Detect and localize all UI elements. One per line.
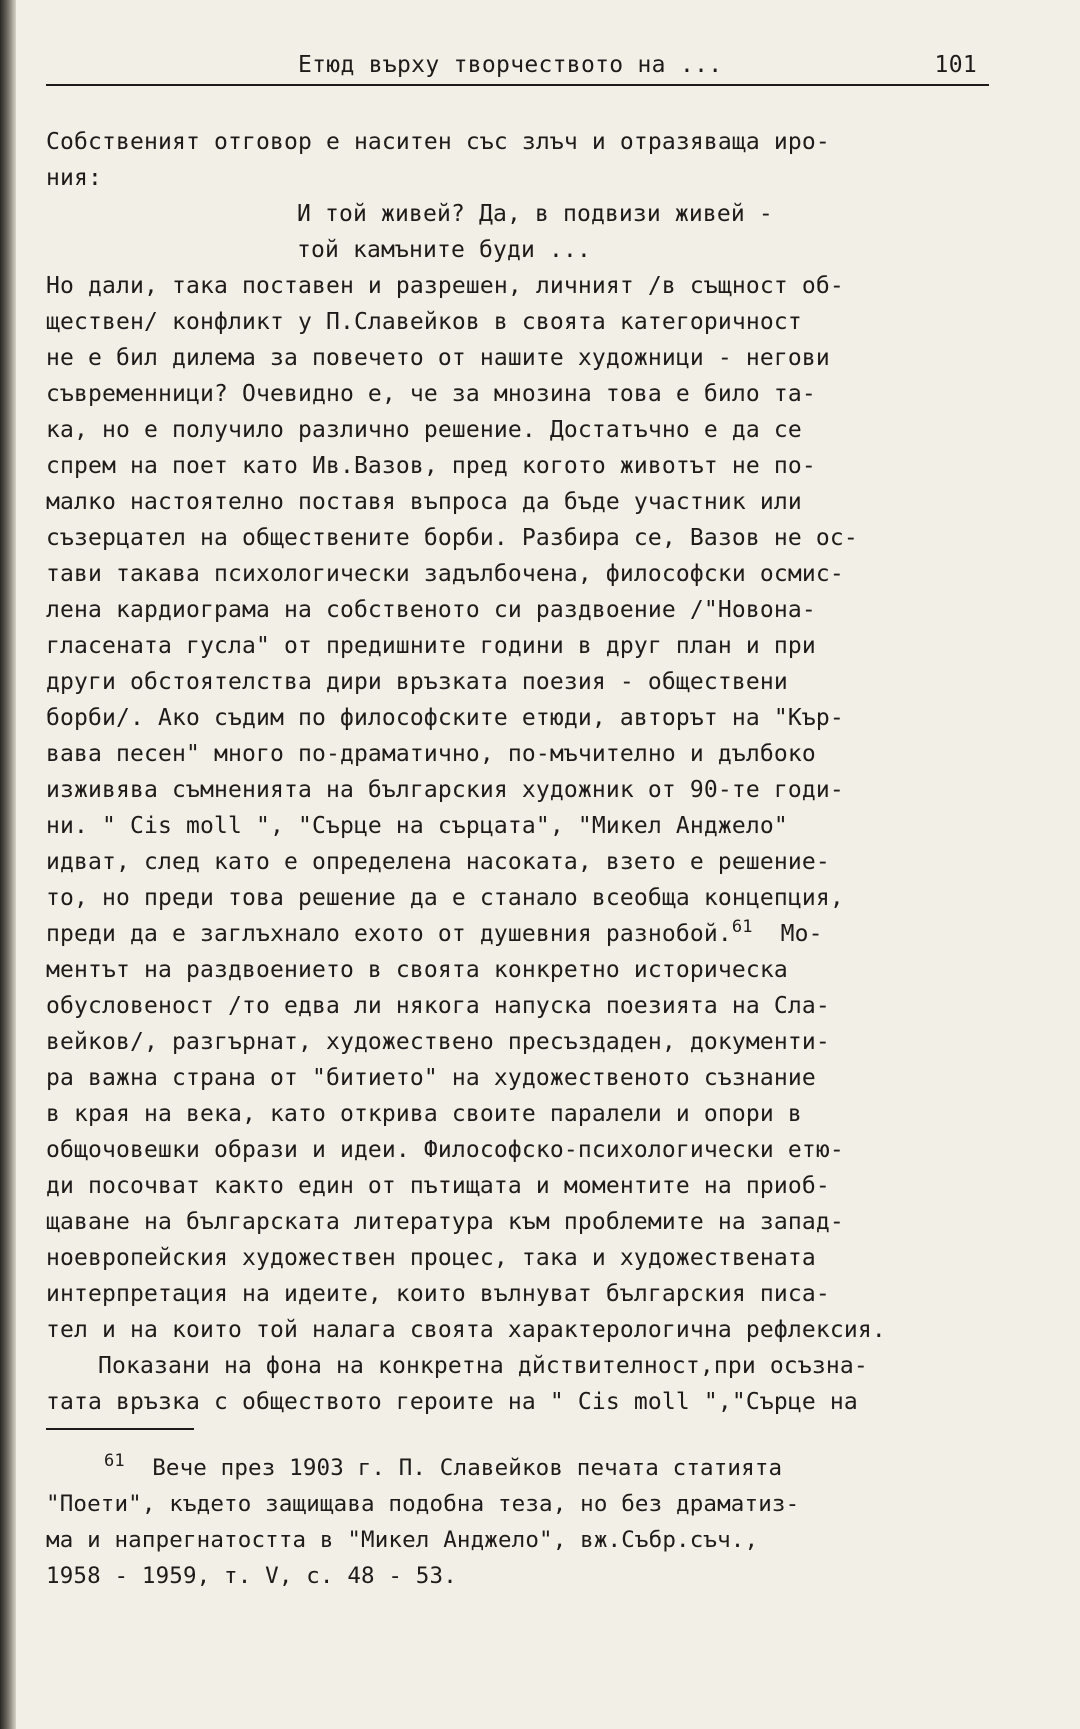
text-line: съзерцател на обществените борби. Разбира се, Вазов не ос-	[46, 525, 858, 551]
text-line: съвременници? Очевидно е, че за мнозина това е било та-	[46, 381, 816, 407]
text-line: преди да е заглъхнало ехото от душевния разнобой.	[46, 921, 732, 947]
running-header	[46, 50, 989, 86]
text-line: Показани на фона на конкретна дйствителност,при осъзна-	[98, 1353, 868, 1379]
text-line: борби/. Ако съдим по философските етюди, авторът на "Кър-	[46, 705, 844, 731]
text-line-with-footnote	[46, 916, 1006, 952]
footnote-line: "Поети", където защищава подобна теза, но без драматиз-	[46, 1491, 800, 1517]
text-line: обусловеност /то едва ли някога напуска поезията на Сла-	[46, 993, 830, 1019]
footnote-separator	[46, 1428, 194, 1430]
text-line: ра важна страна от "битието" на художественото съзнание	[46, 1065, 816, 1091]
text-line: малко настоятелно поставя въпроса да бъде участник или	[46, 489, 802, 515]
text-line: не е бил дилема за повечето от нашите художници - негови	[46, 345, 830, 371]
text-line: ка, но е получило различно решение. Достатъчно е да се	[46, 417, 802, 443]
verse-line: той камъните буди ...	[297, 237, 591, 263]
text-line: ди посочват както един от пътищата и моментите на приоб-	[46, 1173, 830, 1199]
footnote-reference: 61	[731, 917, 753, 937]
text-line: то, но преди това решение да е станало всеобща концепция,	[46, 885, 844, 911]
body-text	[46, 124, 1006, 1420]
verse-line: И той живей? Да, в подвизи живей -	[297, 201, 773, 227]
text-line: общочовешки образи и идеи. Философско-психологически етю-	[46, 1137, 844, 1163]
text-line: ни. " Cis moll ", "Сърце на сърцата", "Микел Анджело"	[46, 813, 788, 839]
text-line: Но дали, така поставен и разрешен, личният /в същност об-	[46, 273, 844, 299]
text-line: интерпретация на идеите, които вълнуват българския писа-	[46, 1281, 830, 1307]
text-line: Собственият отговор е наситен със злъч и отразяваща иро-	[46, 129, 830, 155]
footnote-line: ма и напрегнатостта в "Микел Анджело", вж.Събр.съч.,	[46, 1527, 759, 1553]
footnote-line: 1958 - 1959, т. V, с. 48 - 53.	[46, 1563, 457, 1589]
text-line: спрем на поет като Ив.Вазов, пред когото животът не по-	[46, 453, 816, 479]
text-line: ния:	[46, 165, 102, 191]
text-line: идват, след като е определена насоката, взето е решение-	[46, 849, 830, 875]
text-line: ноевропейския художествен процес, така и художествената	[46, 1245, 816, 1271]
running-title: Етюд върху творчеството на ...	[298, 52, 723, 78]
text-line: гласената гусла" от предишните години в друг план и при	[46, 633, 816, 659]
footnote-text: Вече през 1903 г. П. Славейков печата статията	[152, 1455, 783, 1481]
text-line: други обстоятелства дири връзката поезия - обществени	[46, 669, 788, 695]
footnote	[46, 1450, 1006, 1594]
text-line: изживява съмненията на българския художник от 90-те годи-	[46, 777, 844, 803]
line-tail: Мо-	[780, 921, 823, 947]
page-number: 101	[934, 52, 977, 78]
text-line: ментът на раздвоението в своята конкретно историческа	[46, 957, 788, 983]
book-page	[46, 0, 1006, 1729]
text-line: тел и на които той налага своята характерологична рефлексия.	[46, 1317, 886, 1343]
text-line: тави такава психологически задълбочена, философски осмис-	[46, 561, 844, 587]
footnote-number: 61	[104, 1451, 125, 1471]
footnote-line	[46, 1450, 1006, 1486]
text-line: вава песен" много по-драматично, по-мъчително и дълбоко	[46, 741, 816, 767]
text-line: тата връзка с обществото героите на " Cis moll ","Сърце на	[46, 1389, 858, 1415]
text-line: ществен/ конфликт у П.Славейков в своята категоричност	[46, 309, 802, 335]
text-line: лена кардиограма на собственото си раздвоение /"Новона-	[46, 597, 816, 623]
text-line: вейков/, разгърнат, художествено пресъздаден, документи-	[46, 1029, 830, 1055]
text-line: в края на века, като открива своите паралели и опори в	[46, 1101, 802, 1127]
book-binding-edge	[0, 0, 16, 1729]
text-line: щаване на българската литература към проблемите на запад-	[46, 1209, 844, 1235]
